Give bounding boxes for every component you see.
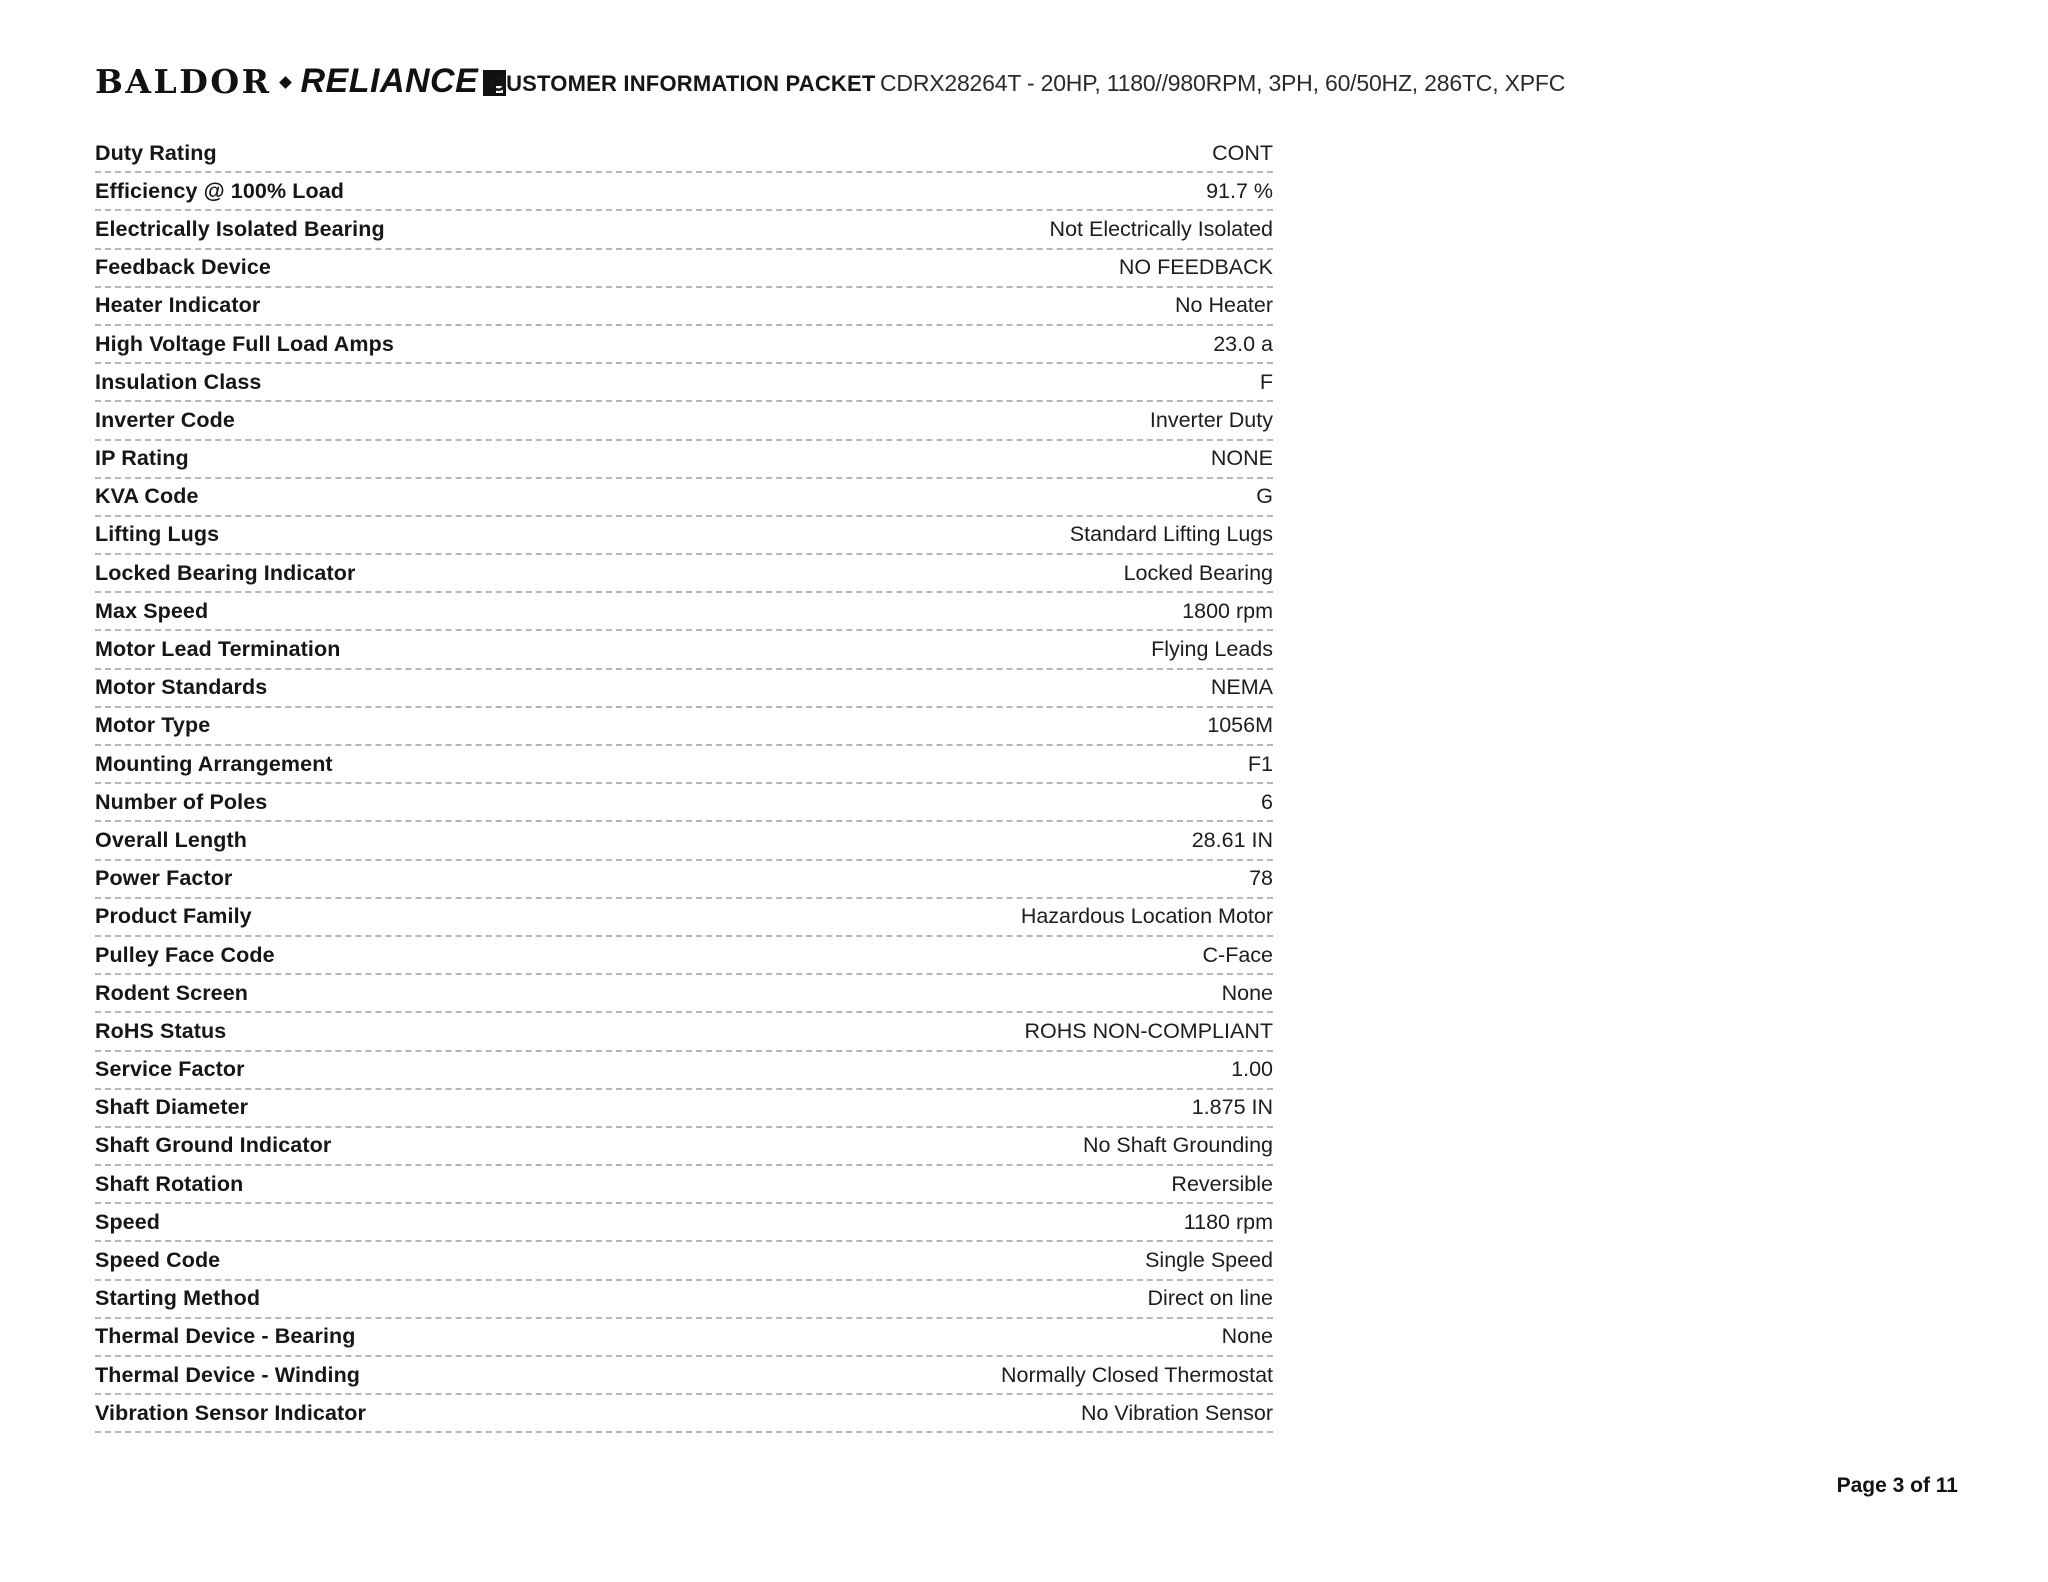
- baldor-reliance-logo: [95, 62, 506, 101]
- spec-label: RoHS Status: [95, 1018, 227, 1043]
- spec-value: None: [1221, 1324, 1273, 1349]
- table-row: [95, 1395, 1273, 1433]
- spec-label: Electrically Isolated Bearing: [95, 216, 385, 241]
- spec-label: Mounting Arrangement: [95, 751, 333, 776]
- spec-label: IP Rating: [95, 446, 189, 471]
- spec-table: [95, 135, 1273, 1433]
- table-row: [95, 861, 1273, 899]
- spec-value: No Shaft Grounding: [1082, 1133, 1273, 1158]
- spec-label: Inverter Code: [95, 407, 235, 432]
- spec-value: Standard Lifting Lugs: [1069, 522, 1273, 547]
- spec-label: High Voltage Full Load Amps: [95, 331, 394, 356]
- spec-label: Speed Code: [95, 1248, 221, 1273]
- table-row: [95, 746, 1273, 784]
- table-row: [95, 631, 1273, 669]
- spec-value: 23.0 a: [1213, 331, 1273, 356]
- spec-label: Max Speed: [95, 598, 209, 623]
- spec-value: G: [1256, 484, 1273, 509]
- page-header: [95, 58, 1975, 106]
- logo-reliance-text: RELIANCE: [300, 62, 479, 100]
- table-row: [95, 670, 1273, 708]
- table-row: [95, 441, 1273, 479]
- spec-label: Power Factor: [95, 866, 233, 891]
- table-row: [95, 555, 1273, 593]
- table-row: [95, 517, 1273, 555]
- table-row: [95, 402, 1273, 440]
- table-row: [95, 1204, 1273, 1242]
- table-row: [95, 1090, 1273, 1128]
- spec-value: NONE: [1210, 446, 1273, 471]
- spec-label: Heater Indicator: [95, 293, 261, 318]
- table-row: [95, 1319, 1273, 1357]
- logo-baldor-text: BALDOR: [95, 62, 272, 101]
- spec-label: Speed: [95, 1209, 161, 1234]
- table-row: [95, 822, 1273, 860]
- table-row: [95, 173, 1273, 211]
- spec-label: Motor Lead Termination: [95, 637, 341, 662]
- spec-value: 91.7 %: [1206, 178, 1273, 203]
- spec-value: NEMA: [1210, 675, 1273, 700]
- spec-label: Feedback Device: [95, 255, 271, 280]
- spec-value: 1.00: [1231, 1057, 1273, 1082]
- spec-value: Inverter Duty: [1149, 407, 1273, 432]
- spec-label: Service Factor: [95, 1057, 245, 1082]
- spec-value: Normally Closed Thermostat: [1000, 1362, 1273, 1387]
- spec-value: No Vibration Sensor: [1080, 1400, 1273, 1425]
- spec-value: None: [1221, 980, 1273, 1005]
- spec-value: C-Face: [1202, 942, 1273, 967]
- spec-label: Locked Bearing Indicator: [95, 560, 356, 585]
- spec-value: 78: [1249, 866, 1273, 891]
- spec-value: Locked Bearing: [1123, 560, 1273, 585]
- table-row: [95, 1013, 1273, 1051]
- table-row: [95, 288, 1273, 326]
- spec-label: Pulley Face Code: [95, 942, 275, 967]
- spec-value: Not Electrically Isolated: [1049, 216, 1273, 241]
- spec-value: 1800 rpm: [1182, 598, 1273, 623]
- spec-value: 1180 rpm: [1183, 1209, 1273, 1234]
- spec-label: Shaft Rotation: [95, 1171, 244, 1196]
- spec-label: Motor Standards: [95, 675, 268, 700]
- table-row: [95, 784, 1273, 822]
- spec-label: Vibration Sensor Indicator: [95, 1400, 367, 1425]
- spec-value: Direct on line: [1147, 1286, 1273, 1311]
- spec-value: 6: [1261, 789, 1273, 814]
- table-row: [95, 1052, 1273, 1090]
- spec-value: NO FEEDBACK: [1118, 255, 1273, 280]
- logo-diamond-separator-icon: [279, 76, 292, 89]
- table-row: [95, 899, 1273, 937]
- spec-label: Shaft Diameter: [95, 1095, 249, 1120]
- table-row: [95, 975, 1273, 1013]
- table-row: [95, 364, 1273, 402]
- table-row: [95, 593, 1273, 631]
- table-row: [95, 135, 1273, 173]
- spec-value: F: [1259, 369, 1273, 394]
- table-row: [95, 479, 1273, 517]
- table-row: [95, 1242, 1273, 1280]
- spec-label: Starting Method: [95, 1286, 261, 1311]
- product-code: CDRX28264T - 20HP, 1180//980RPM, 3PH, 60/50HZ, 286TC, XPFC: [880, 70, 1566, 96]
- spec-value: No Heater: [1175, 293, 1273, 318]
- document-title: CUSTOMER INFORMATION PACKET: [490, 71, 876, 96]
- spec-value: CONT: [1212, 140, 1273, 165]
- spec-value: 1056M: [1207, 713, 1273, 738]
- spec-label: Product Family: [95, 904, 252, 929]
- spec-value: Single Speed: [1145, 1248, 1273, 1273]
- spec-value: 1.875 IN: [1191, 1095, 1273, 1120]
- spec-value: Reversible: [1171, 1171, 1273, 1196]
- spec-label: Efficiency @ 100% Load: [95, 178, 344, 203]
- spec-label: Insulation Class: [95, 369, 262, 394]
- spec-label: Number of Poles: [95, 789, 268, 814]
- spec-label: Motor Type: [95, 713, 211, 738]
- table-row: [95, 1281, 1273, 1319]
- table-row: [95, 1166, 1273, 1204]
- spec-label: Shaft Ground Indicator: [95, 1133, 332, 1158]
- table-row: [95, 708, 1273, 746]
- spec-value: ROHS NON-COMPLIANT: [1024, 1018, 1273, 1043]
- table-row: [95, 1128, 1273, 1166]
- table-row: [95, 937, 1273, 975]
- table-row: [95, 326, 1273, 364]
- spec-label: Rodent Screen: [95, 980, 249, 1005]
- spec-value: F1: [1247, 751, 1273, 776]
- spec-value: Flying Leads: [1151, 637, 1273, 662]
- spec-label: Duty Rating: [95, 140, 217, 165]
- spec-label: Thermal Device - Bearing: [95, 1324, 356, 1349]
- spec-label: Overall Length: [95, 827, 247, 852]
- spec-value: 28.61 IN: [1191, 827, 1273, 852]
- spec-label: Thermal Device - Winding: [95, 1362, 361, 1387]
- table-row: [95, 211, 1273, 249]
- spec-label: KVA Code: [95, 484, 199, 509]
- page-number: Page 3 of 11: [1836, 1474, 1958, 1497]
- table-row: [95, 250, 1273, 288]
- spec-label: Lifting Lugs: [95, 522, 220, 547]
- table-row: [95, 1357, 1273, 1395]
- spec-value: Hazardous Location Motor: [1020, 904, 1273, 929]
